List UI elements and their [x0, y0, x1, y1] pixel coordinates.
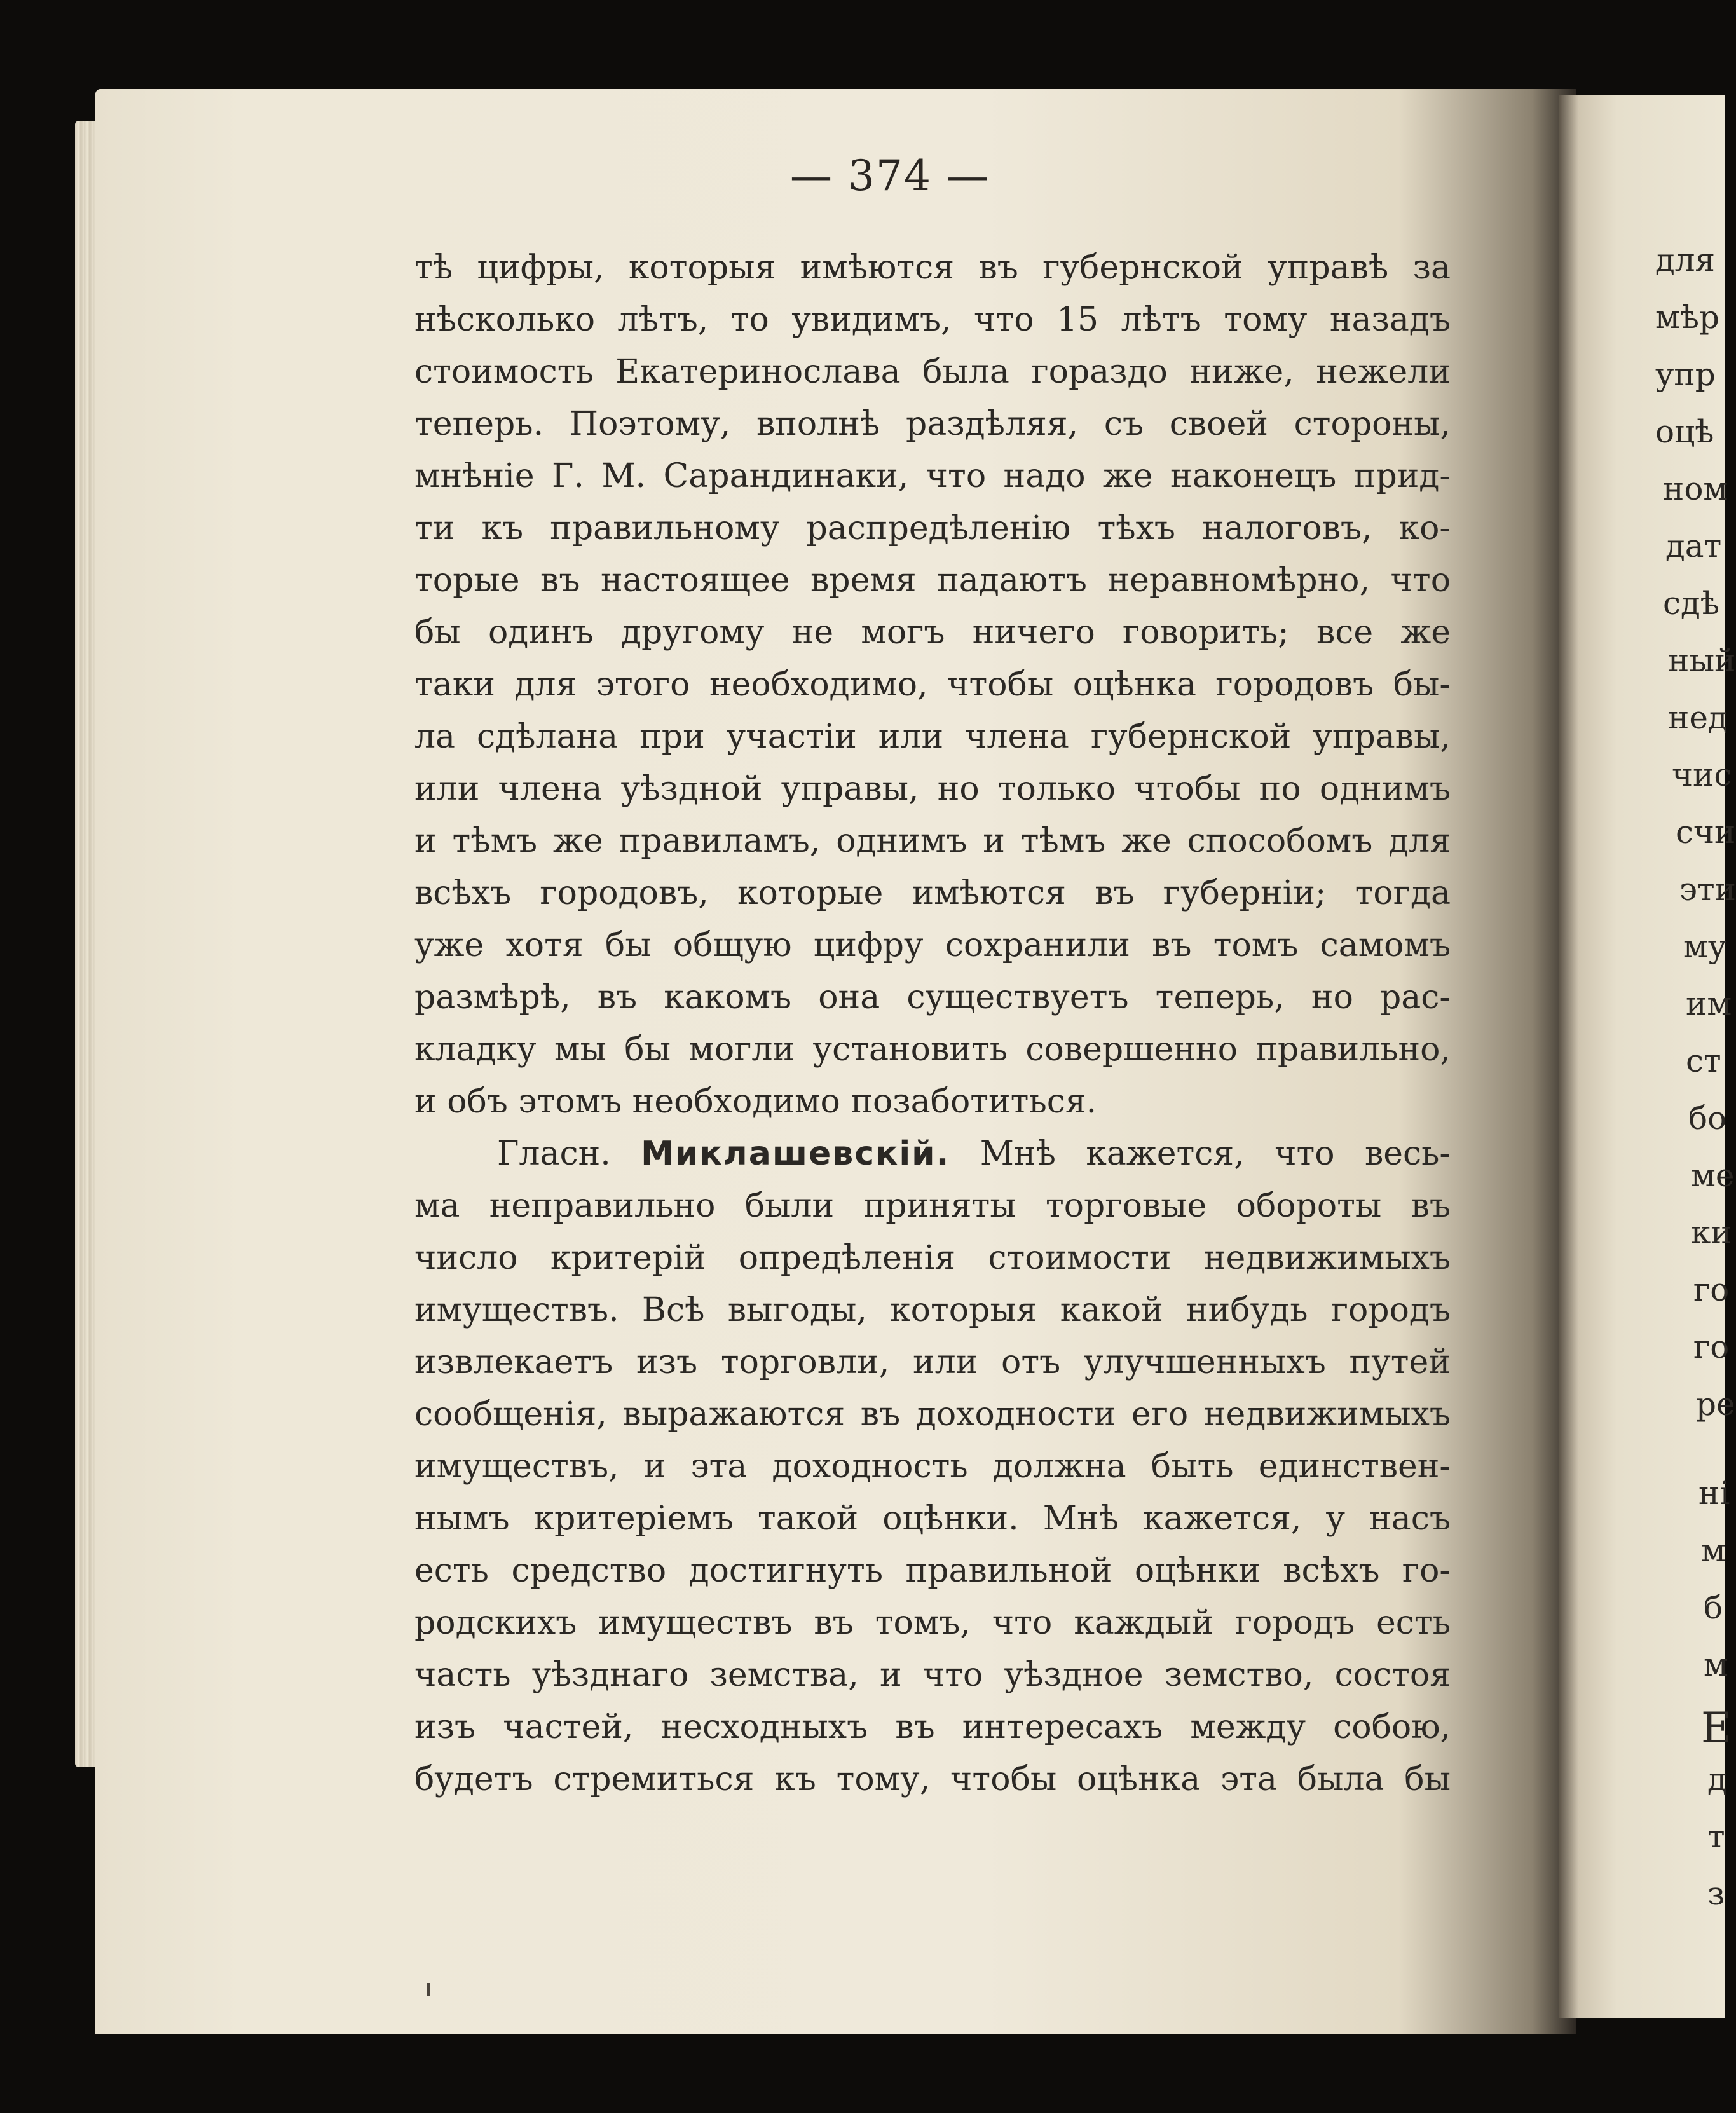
speaker-text: Мнѣ кажется, что весь-: [980, 1135, 1451, 1173]
speaker-prefix: Гласн.: [497, 1135, 611, 1173]
paragraph-start-line: [414, 1128, 1451, 1180]
right-page-fragment: счи: [1676, 814, 1736, 851]
right-page-fragment: ст: [1686, 1043, 1721, 1079]
text-line: будетъ стремиться къ тому, чтобы оцѣнка эта была бы: [414, 1760, 1451, 1798]
right-page-fragment: чис: [1672, 756, 1732, 793]
text-line: есть средство достигнуть правильной оцѣнки всѣхъ го-: [414, 1552, 1451, 1590]
text-line: теперь. Поэтому, вполнѣ раздѣляя, съ своей стороны,: [414, 405, 1451, 443]
text-line: имуществъ. Всѣ выгоды, которыя какой нибудь городъ: [414, 1291, 1451, 1329]
right-page-fragment: з: [1707, 1875, 1725, 1912]
right-page-fragment: ный: [1668, 642, 1736, 679]
text-line: нѣсколько лѣтъ, то увидимъ, что 15 лѣтъ тому назадъ: [414, 301, 1451, 339]
text-line: кладку мы бы могли установить совершенно правильно,: [414, 1030, 1451, 1069]
right-page: [1559, 95, 1725, 2018]
speaker-name: Миклашевскій.: [641, 1135, 950, 1173]
text-line: тѣ цифры, которыя имѣются въ губернской управѣ за: [414, 249, 1451, 287]
right-page-fragment: ки: [1691, 1214, 1732, 1251]
right-page-fragment: б: [1704, 1589, 1723, 1626]
right-page-fragment: эти: [1679, 871, 1736, 908]
text-line: всѣхъ городовъ, которые имѣются въ губерніи; тогда: [414, 874, 1451, 912]
right-page-fragment: го: [1693, 1271, 1730, 1308]
right-page-fragment: м: [1701, 1532, 1726, 1569]
text-line: ла сдѣлана при участіи или члена губернской управы,: [414, 718, 1451, 756]
text-line: ти къ правильному распредѣленію тѣхъ налоговъ, ко-: [414, 509, 1451, 547]
text-line: и объ этомъ необходимо позаботиться.: [414, 1083, 1097, 1121]
right-page-fragment: ні: [1698, 1475, 1730, 1512]
text-line: бы одинъ другому не могъ ничего говорить; все же: [414, 613, 1451, 652]
text-line: мнѣніе Г. М. Сарандинаки, что надо же наконецъ прид-: [414, 457, 1451, 495]
right-page-fragment: бо: [1688, 1100, 1727, 1137]
right-page-fragment: оцѣ: [1655, 413, 1714, 450]
right-page-fragment: сдѣ: [1663, 585, 1719, 622]
text-line: уже хотя бы общую цифру сохранили въ томъ самомъ: [414, 926, 1451, 964]
right-page-fragment: т: [1707, 1818, 1725, 1855]
right-page-fragment: ме: [1691, 1157, 1735, 1194]
right-page-fragment: ном: [1663, 470, 1728, 507]
right-page-fragment: мѣр: [1655, 299, 1720, 336]
right-page-fragment: му: [1683, 928, 1727, 965]
right-page-fragment: нед: [1668, 699, 1728, 736]
text-line: извлекаетъ изъ торговли, или отъ улучшенныхъ путей: [414, 1343, 1451, 1381]
text-line: торые въ настоящее время падаютъ неравномѣрно, что: [414, 561, 1451, 599]
right-page-fragment: д: [1707, 1761, 1727, 1798]
text-line: стоимость Екатеринослава была гораздо ниже, нежели: [414, 353, 1451, 391]
text-line: имуществъ, и эта доходность должна быть единствен-: [414, 1447, 1451, 1486]
right-page-fragment: ре: [1696, 1386, 1735, 1423]
page-number: — 374 —: [790, 151, 990, 200]
right-page-fragment: упр: [1655, 356, 1716, 393]
right-page-fragment: м: [1704, 1646, 1728, 1683]
text-line: размѣрѣ, въ какомъ она существуетъ теперь, но рас-: [414, 978, 1451, 1016]
page-text: [414, 242, 1451, 1805]
right-page-fragment: для: [1655, 242, 1716, 278]
text-line: часть уѣзднаго земства, и что уѣздное земство, состоя: [414, 1656, 1451, 1694]
text-line: родскихъ имуществъ въ томъ, что каждый городъ есть: [414, 1604, 1451, 1642]
text-line: таки для этого необходимо, чтобы оцѣнка городовъ бы-: [414, 666, 1451, 704]
text-line: ма неправильно были приняты торговые обороты въ: [414, 1187, 1451, 1225]
text-line: нымъ критеріемъ такой оцѣнки. Мнѣ кажется, у насъ: [414, 1500, 1451, 1538]
right-page-fragment: го: [1693, 1329, 1730, 1365]
text-line: и тѣмъ же правиламъ, однимъ и тѣмъ же способомъ для: [414, 822, 1451, 860]
right-page-fragment: Е: [1701, 1704, 1732, 1753]
text-line: изъ частей, несходныхъ въ интересахъ между собою,: [414, 1708, 1451, 1746]
text-line: или члена уѣздной управы, но только чтобы по однимъ: [414, 770, 1451, 808]
text-line: сообщенія, выражаются въ доходности его недвижимыхъ: [414, 1395, 1451, 1433]
ink-mark: [427, 1983, 430, 1996]
text-line: число критерій опредѣленія стоимости недвижимыхъ: [414, 1239, 1451, 1277]
right-page-fragment: им: [1686, 985, 1732, 1022]
right-page-fragment: дат: [1665, 528, 1722, 564]
